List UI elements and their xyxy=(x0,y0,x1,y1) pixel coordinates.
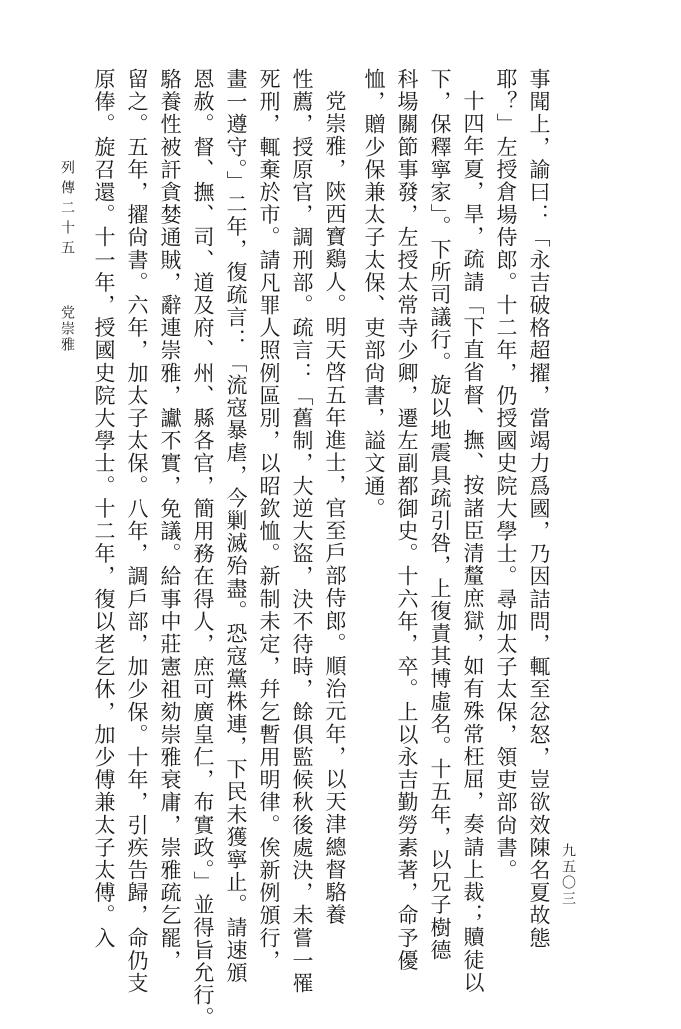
running-head-person: 党崇雅 xyxy=(59,305,75,353)
text-column-13: 留之。五年，擢尙書。六年，加太子太保。八年，調戶部，加少保。十年，引疾告歸，命仍支 xyxy=(125,68,149,995)
text-column-11: 恩赦。督、撫、司、道及府、州、縣各官，簡用務在得人，庶可廣皇仁，布實政。」並得旨允行。 xyxy=(191,68,215,1029)
text-column-1: 事聞上，諭曰：「永吉破格超擢，當竭力爲國，乃因詰問，輒至忿怒，豈欲效陳名夏故態 xyxy=(527,68,551,950)
text-column-8: 性薦，授原官，調刑部。疏言：「舊制，大逆大盜，決不待時，餘俱監候秋後處決，未嘗一罹 xyxy=(290,68,314,995)
page-number: 九五〇三 xyxy=(560,843,576,907)
text-column-5: 科場關節事發，左授太常寺少卿，遷左副都御史。十六年，卒。上以永吉勤勞素著，命予優 xyxy=(395,68,419,972)
text-column-9: 死刑，輒棄於市。請凡罪人照例區別，以昭欽恤。新制未定，幷乞暫用明律。俟新例頒行， xyxy=(257,68,281,972)
text-column-3: 十四年夏，旱，疏請「下直省督、撫、按諸臣清釐庶獄，如有殊常枉屈，奏請上裁；贖徒以 xyxy=(461,90,485,994)
text-column-2: 耶？」左授倉場侍郎。十二年，仍授國史院大學士。尋加太子太保，領吏部尙書。 xyxy=(494,68,518,882)
text-column-14: 原俸。旋召還。十一年，授國史院大學士。十二年，復以老乞休，加少傅兼太子太傅。入 xyxy=(92,68,116,950)
text-column-12: 駱養性被訐貪婪通賊，辭連崇雅，讞不實，免議。給事中莊憲祖劾崇雅衰庸，崇雅疏乞罷， xyxy=(158,68,182,972)
text-column-6: 恤，贈少保兼太子太保、吏部尙書，謚文通。 xyxy=(362,68,386,520)
text-column-7: 党崇雅，陝西寶鷄人。明天啓五年進士，官至戶部侍郎。順治元年，以天津總督駱養 xyxy=(323,90,347,927)
running-head-chapter: 列傳二十五 xyxy=(59,160,75,260)
text-column-4: 下，保釋寧家」。下所司議行。旋以地震具疏引咎，上復責其博虛名。十五年，以兄子樹德 xyxy=(428,68,452,962)
text-column-10: 畫一遵守。」二年，復疏言：「流寇暴虐，今剿滅殆盡。恐寇黨株連，下民未獲寧止。請速頒 xyxy=(224,68,248,985)
